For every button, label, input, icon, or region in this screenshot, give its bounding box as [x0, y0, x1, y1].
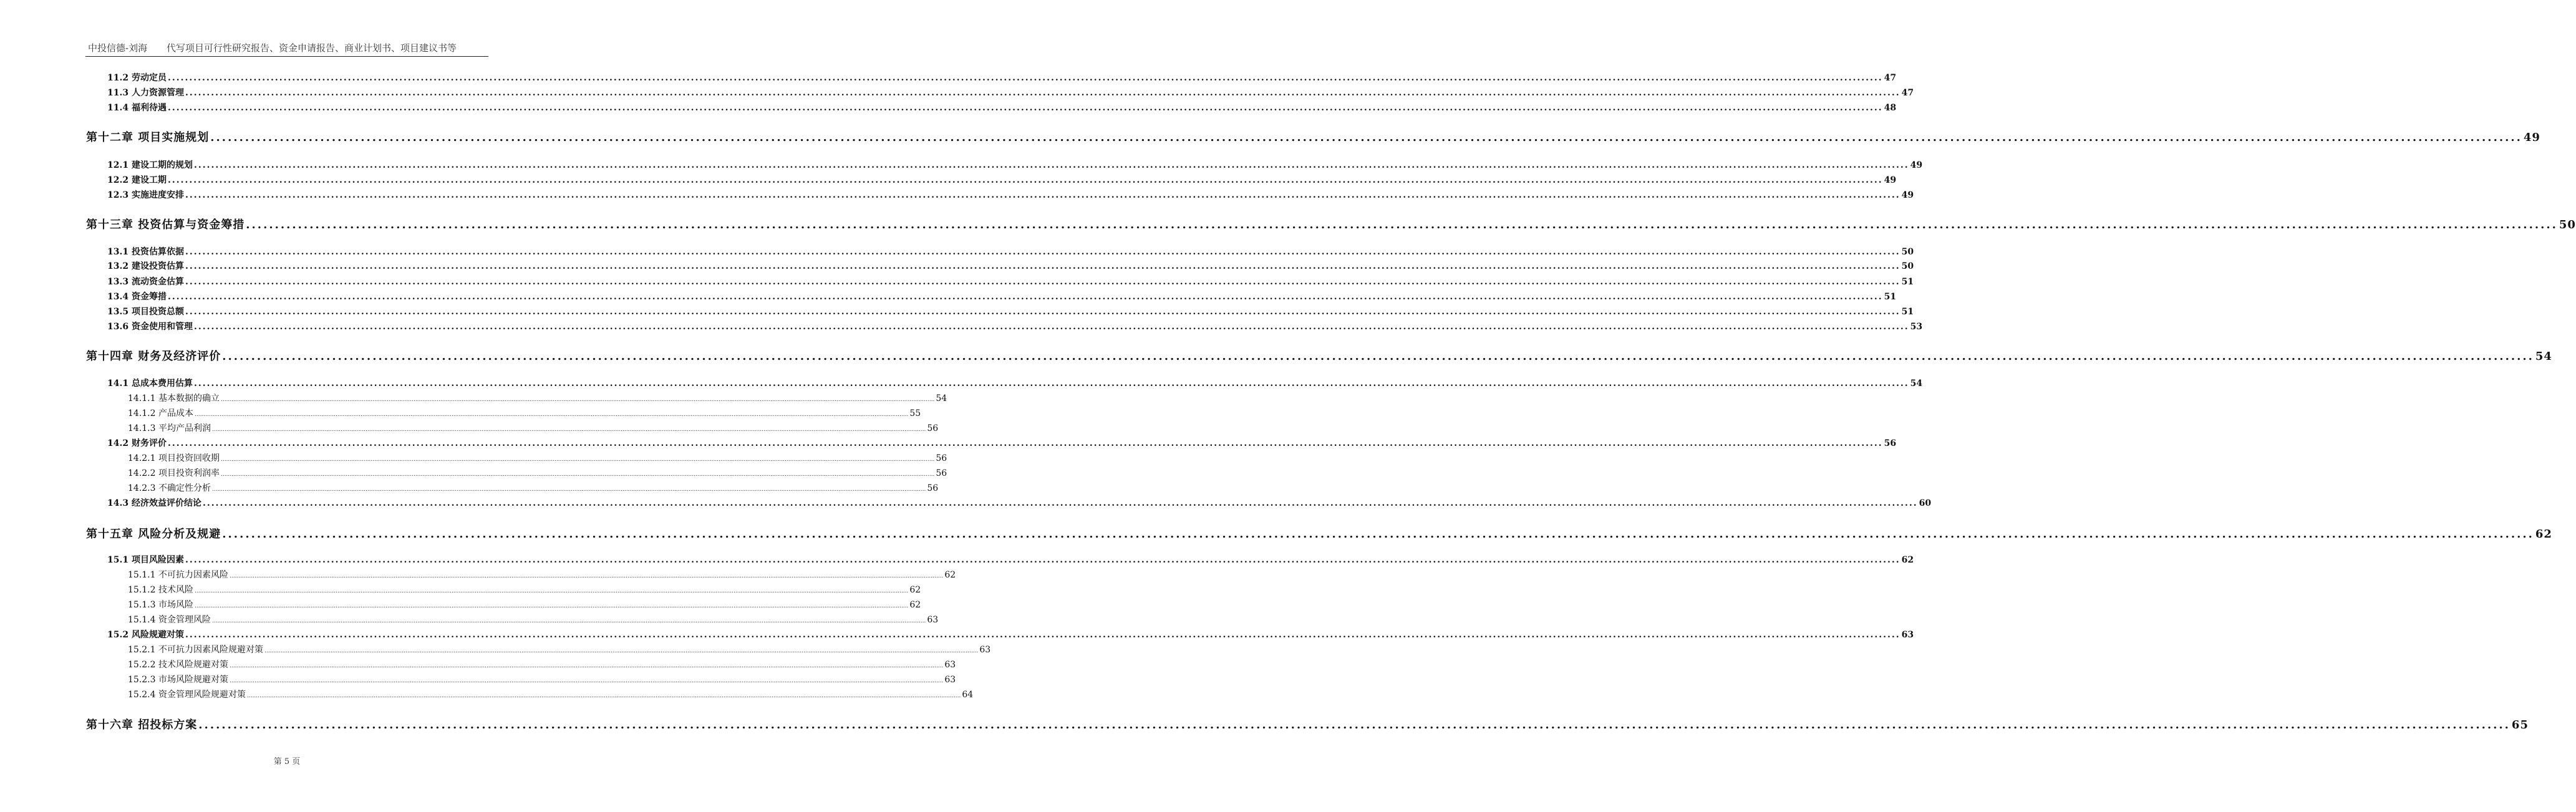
header-services: 代写项目可行性研究报告、资金申请报告、商业计划书、项目建议书等 [167, 42, 457, 54]
toc-entry-page: 62 [909, 585, 921, 595]
toc-entry-page: 63 [944, 660, 956, 670]
toc-entry-label: 15.1.4 资金管理风险 [128, 615, 211, 625]
toc-entry-page: 63 [1901, 630, 1914, 640]
toc-leader-dots: ................................................................................................................................................................................................................................................................................................................................................................................................................ [229, 678, 944, 684]
toc-entry-page: 50 [2559, 218, 2576, 231]
toc-entry-label: 14.2 财务评价 [107, 438, 167, 448]
toc-entry-label: 13.4 资金筹措 [107, 292, 167, 302]
toc-entry-sub[interactable] [128, 568, 956, 581]
toc-leader-dots: ................................................................................................................................................................................................................................................................................................................................................................................................................ [220, 457, 935, 463]
toc-entry-label: 11.3 人力资源管理 [107, 88, 184, 98]
toc-entry-page: 49 [1901, 190, 1914, 200]
toc-entry-page: 55 [909, 408, 921, 418]
toc-entry-label: 13.2 建设投资估算 [107, 261, 184, 271]
toc-entry-section[interactable] [107, 86, 1914, 99]
toc-entry-section[interactable] [107, 188, 1914, 201]
toc-entry-section[interactable] [107, 275, 1914, 288]
toc-leader-dots: ................................................................................................................................................................................................................................................................................................................................................................................................................ [220, 397, 935, 403]
toc-entry-label: 12.1 建设工期的规划 [107, 160, 193, 170]
page-number: 第 5 页 [273, 757, 301, 766]
toc-leader-dots: ................................................................................................................................................................................................................................................................................................................................................................................................................ [264, 648, 979, 654]
toc-entry-sub[interactable] [128, 673, 956, 685]
toc-leader-dots: ................................................................................................................................................................................................................................................................................................................................................................................................................ [194, 603, 909, 609]
toc-entry-label: 14.2.3 不确定性分析 [128, 483, 211, 493]
toc-entry-label: 15.2.1 不可抗力因素风险规避对策 [128, 645, 263, 655]
toc-entry-page: 56 [927, 483, 939, 493]
toc-leader-dots: ................................................................................................................................................................................................................................................................................................................................................................................................................ [167, 438, 1883, 448]
toc-entry-section[interactable] [107, 553, 1914, 566]
toc-entry-chapter[interactable] [86, 347, 2552, 365]
toc-leader-dots: ................................................................................................................................................................................................................................................................................................................................................................................................................ [211, 427, 926, 433]
toc-entry-page: 63 [979, 645, 991, 655]
toc-entry-page: 48 [1884, 103, 1897, 113]
toc-entry-sub[interactable] [128, 658, 956, 670]
toc-leader-dots: ................................................................................................................................................................................................................................................................................................................................................................................................................ [185, 277, 1901, 287]
toc-entry-label: 12.3 实施进度安排 [107, 190, 184, 200]
toc-entry-sub[interactable] [128, 688, 974, 700]
toc-entry-page: 51 [1884, 292, 1897, 302]
toc-entry-label: 15.1 项目风险因素 [107, 555, 184, 565]
toc-entry-label: 13.3 流动资金估算 [107, 277, 184, 287]
toc-entry-page: 56 [936, 468, 947, 478]
toc-entry-label: 15.2.2 技术风险规避对策 [128, 660, 228, 670]
toc-entry-label: 13.6 资金使用和管理 [107, 322, 193, 332]
toc-leader-dots: ................................................................................................................................................................................................................................................................................................................................................................................................................ [220, 471, 935, 478]
toc-entry-chapter[interactable] [86, 716, 2529, 733]
toc-entry-section[interactable] [107, 628, 1914, 640]
toc-entry-label: 13.5 项目投资总额 [107, 307, 184, 317]
toc-entry-label: 15.2 风险规避对策 [107, 630, 184, 640]
toc-leader-dots: ................................................................................................................................................................................................................................................................................................................................................................................................................ [229, 663, 944, 669]
toc-entry-page: 49 [1910, 160, 1923, 170]
toc-leader-dots: ................................................................................................................................................................................................................................................................................................................................................................................................................ [185, 88, 1901, 98]
page-footer [0, 755, 574, 766]
toc-entry-section[interactable] [107, 71, 1897, 84]
toc-entry-sub[interactable] [128, 466, 947, 479]
toc-leader-dots: ................................................................................................................................................................................................................................................................................................................................................................................................................ [246, 218, 2558, 231]
toc-entry-sub[interactable] [128, 613, 939, 626]
toc-leader-dots: ................................................................................................................................................................................................................................................................................................................................................................................................................ [185, 190, 1901, 200]
toc-entry-page: 54 [1910, 379, 1923, 389]
toc-entry-section[interactable] [107, 173, 1897, 186]
toc-entry-label: 12.2 建设工期 [107, 175, 167, 185]
toc-entry-page: 62 [1901, 555, 1914, 565]
toc-entry-section[interactable] [107, 437, 1897, 449]
toc-leader-dots: ................................................................................................................................................................................................................................................................................................................................................................................................................ [185, 307, 1901, 317]
toc-entry-page: 47 [1901, 88, 1914, 98]
toc-entry-label: 第十三章 投资估算与资金筹措 [86, 218, 245, 231]
toc-entry-page: 60 [1919, 498, 1932, 508]
toc-entry-section[interactable] [107, 305, 1914, 317]
toc-entry-page: 62 [909, 600, 921, 610]
toc-entry-page: 49 [1884, 175, 1897, 185]
toc-entry-sub[interactable] [128, 481, 939, 494]
toc-entry-label: 14.1.2 产品成本 [128, 408, 193, 418]
toc-leader-dots: ................................................................................................................................................................................................................................................................................................................................................................................................................ [193, 160, 1909, 170]
toc-entry-section[interactable] [107, 158, 1923, 171]
toc-leader-dots: ................................................................................................................................................................................................................................................................................................................................................................................................................ [198, 718, 2511, 732]
toc-entry-page: 56 [936, 453, 947, 463]
toc-entry-page: 56 [927, 423, 939, 433]
toc-leader-dots: ................................................................................................................................................................................................................................................................................................................................................................................................................ [193, 322, 1909, 332]
toc-entry-label: 第十四章 财务及经济评价 [86, 350, 221, 363]
toc-entry-page: 62 [944, 570, 956, 580]
toc-entry-page: 63 [944, 675, 956, 685]
toc-entry-page: 64 [962, 690, 974, 700]
toc-entry-page: 49 [2523, 131, 2540, 144]
toc-entry-page: 65 [2511, 718, 2529, 732]
toc-entry-section[interactable] [107, 377, 1923, 389]
toc-entry-section[interactable] [107, 290, 1897, 302]
header-divider [85, 56, 488, 57]
toc-leader-dots: ................................................................................................................................................................................................................................................................................................................................................................................................................ [194, 412, 909, 418]
toc-leader-dots: ................................................................................................................................................................................................................................................................................................................................................................................................................ [193, 379, 1909, 389]
toc-leader-dots: ................................................................................................................................................................................................................................................................................................................................................................................................................ [185, 630, 1901, 640]
toc-entry-page: 62 [2535, 528, 2552, 541]
toc-leader-dots: ................................................................................................................................................................................................................................................................................................................................................................................................................ [185, 261, 1901, 271]
toc-entry-sub[interactable] [128, 407, 921, 419]
toc-leader-dots: ................................................................................................................................................................................................................................................................................................................................................................................................................ [167, 292, 1883, 302]
toc-leader-dots: ................................................................................................................................................................................................................................................................................................................................................................................................................ [222, 528, 2534, 541]
toc-entry-section[interactable] [107, 496, 1932, 509]
toc-entry-page: 63 [927, 615, 939, 625]
toc-entry-page: 56 [1884, 438, 1897, 448]
toc-leader-dots: ................................................................................................................................................................................................................................................................................................................................................................................................................ [167, 175, 1883, 185]
toc-entry-label: 15.1.2 技术风险 [128, 585, 193, 595]
toc-entry-label: 14.2.2 项目投资利润率 [128, 468, 220, 478]
toc-entry-page: 54 [936, 394, 947, 404]
toc-entry-section[interactable] [107, 245, 1914, 258]
toc-leader-dots: ................................................................................................................................................................................................................................................................................................................................................................................................................ [167, 103, 1883, 113]
toc-leader-dots: ................................................................................................................................................................................................................................................................................................................................................................................................................ [202, 498, 1918, 508]
toc-entry-sub[interactable] [128, 422, 939, 434]
page-header [85, 41, 488, 56]
toc-entry-label: 14.1.1 基本数据的确立 [128, 394, 220, 404]
toc-entry-label: 第十五章 风险分析及规避 [86, 528, 221, 541]
toc-entry-sub[interactable] [128, 452, 947, 464]
toc-leader-dots: ................................................................................................................................................................................................................................................................................................................................................................................................................ [210, 131, 2522, 144]
toc-entry-label: 14.3 经济效益评价结论 [107, 498, 201, 508]
toc-leader-dots: ................................................................................................................................................................................................................................................................................................................................................................................................................ [211, 486, 926, 493]
toc-entry-label: 13.1 投资估算依据 [107, 247, 184, 257]
toc-entry-chapter[interactable] [86, 216, 2576, 233]
toc-entry-label: 15.1.1 不可抗力因素风险 [128, 570, 228, 580]
toc-leader-dots: ................................................................................................................................................................................................................................................................................................................................................................................................................ [194, 588, 909, 594]
toc-entry-label: 14.1.3 平均产品利润 [128, 423, 211, 433]
toc-entry-sub[interactable] [128, 598, 921, 611]
toc-entry-page: 51 [1901, 277, 1914, 287]
toc-entry-label: 11.2 劳动定员 [107, 73, 167, 83]
toc-entry-page: 47 [1884, 73, 1897, 83]
toc-entry-chapter[interactable] [86, 525, 2552, 543]
toc-entry-label: 第十二章 项目实施规划 [86, 131, 210, 144]
toc-entry-section[interactable] [107, 259, 1914, 272]
toc-entry-page: 50 [1901, 261, 1914, 271]
toc-entry-sub[interactable] [128, 643, 991, 655]
toc-entry-label: 14.2.1 项目投资回收期 [128, 453, 220, 463]
toc-entry-sub[interactable] [128, 392, 947, 404]
toc-entry-page: 51 [1901, 307, 1914, 317]
toc-leader-dots: ................................................................................................................................................................................................................................................................................................................................................................................................................ [185, 247, 1901, 257]
toc-entry-page: 53 [1910, 322, 1923, 332]
toc-entry-label: 11.4 福利待遇 [107, 103, 167, 113]
toc-entry-sub[interactable] [128, 583, 921, 596]
toc-entry-section[interactable] [107, 101, 1897, 114]
toc-entry-section[interactable] [107, 320, 1923, 332]
toc-entry-page: 50 [1901, 247, 1914, 257]
toc-leader-dots: ................................................................................................................................................................................................................................................................................................................................................................................................................ [222, 350, 2534, 363]
toc-entry-label: 15.2.3 市场风险规避对策 [128, 675, 228, 685]
toc-leader-dots: ................................................................................................................................................................................................................................................................................................................................................................................................................ [185, 555, 1901, 565]
toc-leader-dots: ................................................................................................................................................................................................................................................................................................................................................................................................................ [211, 618, 926, 624]
toc-leader-dots: ................................................................................................................................................................................................................................................................................................................................................................................................................ [246, 693, 961, 699]
toc-entry-chapter[interactable] [86, 128, 2540, 146]
toc-leader-dots: ................................................................................................................................................................................................................................................................................................................................................................................................................ [167, 73, 1883, 83]
toc-entry-page: 54 [2535, 350, 2552, 363]
header-company: 中投信德-刘海 [88, 42, 148, 54]
toc-entry-label: 第十六章 招投标方案 [86, 718, 198, 732]
toc-entry-label: 15.1.3 市场风险 [128, 600, 193, 610]
toc-entry-label: 14.1 总成本费用估算 [107, 379, 193, 389]
toc-entry-label: 15.2.4 资金管理风险规避对策 [128, 690, 246, 700]
toc-leader-dots: ................................................................................................................................................................................................................................................................................................................................................................................................................ [229, 573, 944, 579]
